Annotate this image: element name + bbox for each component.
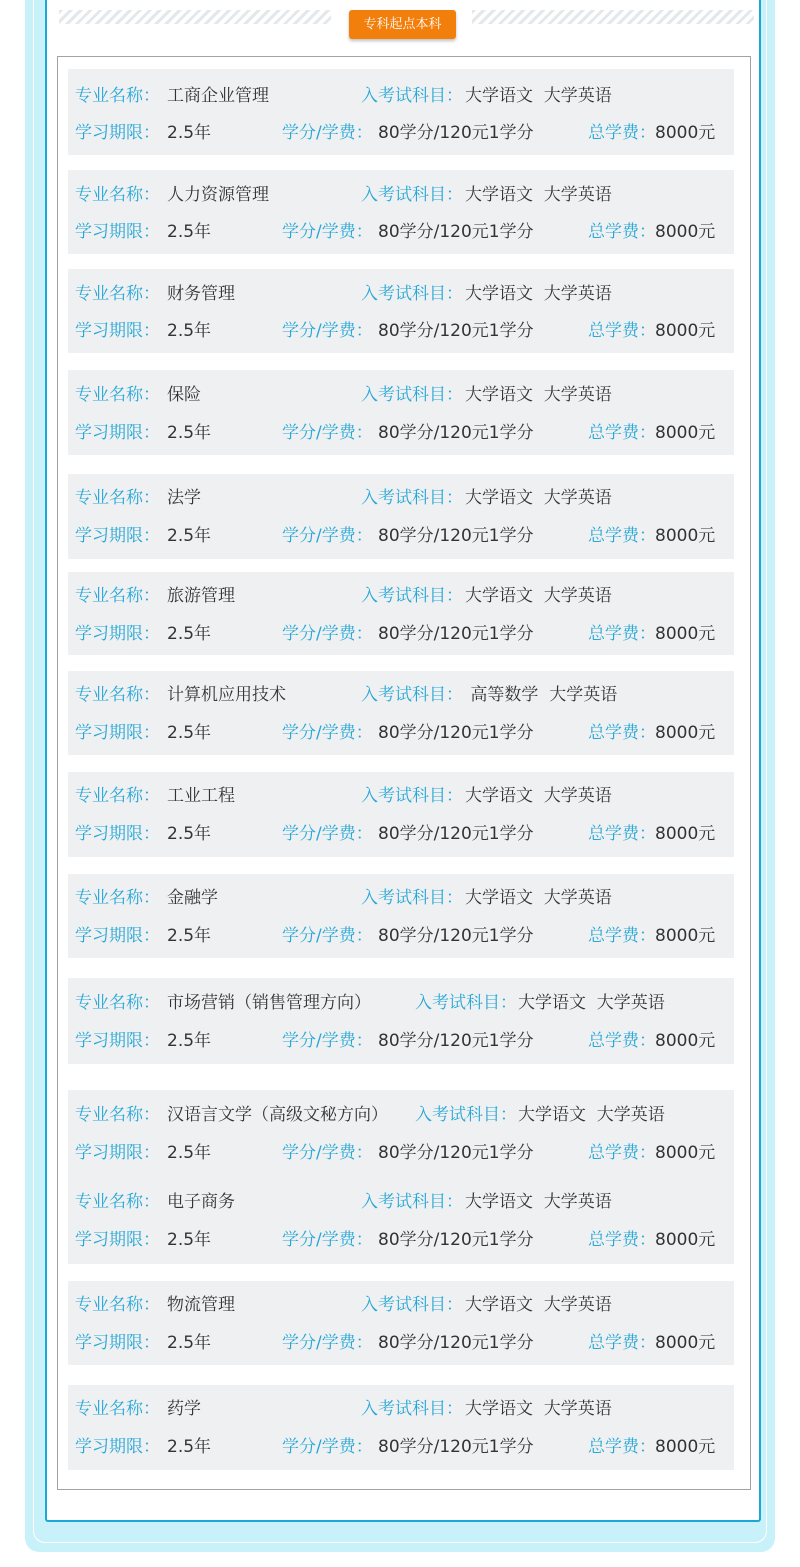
- duration-label: 学习期限：: [75, 824, 160, 844]
- major-value: 财务管理: [167, 284, 235, 304]
- credit-fee-label: 学分/学费：: [282, 1230, 373, 1250]
- duration-label: 学习期限：: [75, 423, 160, 443]
- total-fee-value: 8000元: [655, 123, 716, 143]
- exam-subjects-value: 大学语文 大学英语: [465, 1295, 612, 1315]
- total-fee-value: 8000元: [655, 926, 716, 946]
- total-fee-label: 总学费：: [588, 222, 656, 242]
- major-label: 专业名称：: [75, 586, 160, 606]
- exam-subjects-value: 大学语文 大学英语: [465, 786, 612, 806]
- duration-label: 学习期限：: [75, 1437, 160, 1457]
- total-fee-value: 8000元: [655, 1230, 716, 1250]
- credit-fee-value: 80学分/120元1学分: [378, 1437, 534, 1457]
- duration-value: 2.5年: [167, 723, 212, 743]
- duration-value: 2.5年: [167, 926, 212, 946]
- total-fee-value: 8000元: [655, 1333, 716, 1353]
- exam-subjects-label: 入考试科目：: [361, 488, 463, 508]
- program-row-fees: [0, 1141, 716, 1165]
- exam-subjects-label: 入考试科目：: [361, 385, 463, 405]
- exam-subjects-value: 大学语文 大学英语: [465, 185, 612, 205]
- credit-fee-value: 80学分/120元1学分: [378, 423, 534, 443]
- credit-fee-label: 学分/学费：: [282, 1437, 373, 1457]
- program-row-fees: [0, 721, 716, 745]
- program-row-major: [0, 991, 666, 1015]
- exam-subjects-value: 高等数学 大学英语: [465, 685, 618, 705]
- credit-fee-value: 80学分/120元1学分: [378, 321, 534, 341]
- exam-subjects-value: 大学语文 大学英语: [465, 888, 612, 908]
- duration-value: 2.5年: [167, 1230, 212, 1250]
- exam-subjects-label: 入考试科目：: [361, 888, 463, 908]
- major-value: 计算机应用技术: [167, 685, 286, 705]
- exam-subjects-label: 入考试科目：: [361, 185, 463, 205]
- program-row-fees: [0, 1228, 716, 1252]
- program-row-fees: [0, 622, 716, 646]
- credit-fee-label: 学分/学费：: [282, 222, 373, 242]
- credit-fee-value: 80学分/120元1学分: [378, 1230, 534, 1250]
- duration-label: 学习期限：: [75, 1031, 160, 1051]
- exam-subjects-value: 大学语文 大学英语: [465, 1192, 612, 1212]
- major-label: 专业名称：: [75, 993, 160, 1013]
- major-label: 专业名称：: [75, 185, 160, 205]
- program-row-fees: [0, 1331, 716, 1355]
- program-row-major: [0, 282, 666, 306]
- exam-subjects-label: 入考试科目：: [415, 1105, 517, 1125]
- total-fee-label: 总学费：: [588, 824, 656, 844]
- duration-label: 学习期限：: [75, 1333, 160, 1353]
- program-row-major: [0, 486, 666, 510]
- exam-subjects-value: 大学语文 大学英语: [465, 385, 612, 405]
- major-value: 市场营销（销售管理方向）: [167, 993, 371, 1013]
- major-label: 专业名称：: [75, 888, 160, 908]
- duration-value: 2.5年: [167, 1031, 212, 1051]
- credit-fee-value: 80学分/120元1学分: [378, 123, 534, 143]
- exam-subjects-label: 入考试科目：: [361, 86, 463, 106]
- program-row-fees: [0, 524, 716, 548]
- exam-subjects-label: 入考试科目：: [361, 284, 463, 304]
- credit-fee-label: 学分/学费：: [282, 1031, 373, 1051]
- total-fee-label: 总学费：: [588, 423, 656, 443]
- exam-subjects-value: 大学语文 大学英语: [465, 86, 612, 106]
- duration-value: 2.5年: [167, 1143, 212, 1163]
- program-row-major: [0, 784, 666, 808]
- major-value: 工业工程: [167, 786, 235, 806]
- section-title-badge: 专科起点本科: [349, 10, 456, 39]
- program-row-fees: [0, 1029, 716, 1053]
- major-label: 专业名称：: [75, 1295, 160, 1315]
- total-fee-value: 8000元: [655, 423, 716, 443]
- duration-value: 2.5年: [167, 1333, 212, 1353]
- total-fee-label: 总学费：: [588, 321, 656, 341]
- exam-subjects-label: 入考试科目：: [361, 1399, 463, 1419]
- total-fee-label: 总学费：: [588, 926, 656, 946]
- exam-subjects-value: 大学语文 大学英语: [465, 1399, 612, 1419]
- exam-subjects-label: 入考试科目：: [415, 993, 517, 1013]
- duration-value: 2.5年: [167, 123, 212, 143]
- major-label: 专业名称：: [75, 1399, 160, 1419]
- program-row-major: [0, 1190, 666, 1214]
- major-label: 专业名称：: [75, 786, 160, 806]
- duration-label: 学习期限：: [75, 624, 160, 644]
- duration-value: 2.5年: [167, 624, 212, 644]
- duration-label: 学习期限：: [75, 321, 160, 341]
- exam-subjects-value: 大学语文 大学英语: [465, 284, 612, 304]
- program-row-major: [0, 383, 666, 407]
- duration-label: 学习期限：: [75, 926, 160, 946]
- major-label: 专业名称：: [75, 1192, 160, 1212]
- major-value: 保险: [167, 385, 201, 405]
- credit-fee-label: 学分/学费：: [282, 321, 373, 341]
- program-row-major: [0, 886, 666, 910]
- credit-fee-value: 80学分/120元1学分: [378, 723, 534, 743]
- major-label: 专业名称：: [75, 284, 160, 304]
- program-row-major: [0, 1293, 666, 1317]
- major-value: 旅游管理: [167, 586, 235, 606]
- duration-label: 学习期限：: [75, 723, 160, 743]
- exam-subjects-value: 大学语文 大学英语: [518, 993, 665, 1013]
- major-label: 专业名称：: [75, 1105, 160, 1125]
- credit-fee-label: 学分/学费：: [282, 1333, 373, 1353]
- duration-label: 学习期限：: [75, 123, 160, 143]
- total-fee-value: 8000元: [655, 321, 716, 341]
- credit-fee-value: 80学分/120元1学分: [378, 222, 534, 242]
- total-fee-label: 总学费：: [588, 1031, 656, 1051]
- major-value: 汉语言文学（高级文秘方向）: [167, 1105, 388, 1125]
- exam-subjects-label: 入考试科目：: [361, 1192, 463, 1212]
- total-fee-label: 总学费：: [588, 723, 656, 743]
- total-fee-value: 8000元: [655, 1437, 716, 1457]
- major-value: 法学: [167, 488, 201, 508]
- duration-value: 2.5年: [167, 824, 212, 844]
- program-row-fees: [0, 924, 716, 948]
- total-fee-label: 总学费：: [588, 1333, 656, 1353]
- duration-label: 学习期限：: [75, 222, 160, 242]
- exam-subjects-value: 大学语文 大学英语: [465, 586, 612, 606]
- program-row-fees: [0, 421, 716, 445]
- credit-fee-label: 学分/学费：: [282, 123, 373, 143]
- credit-fee-value: 80学分/120元1学分: [378, 1143, 534, 1163]
- total-fee-label: 总学费：: [588, 1230, 656, 1250]
- credit-fee-label: 学分/学费：: [282, 723, 373, 743]
- major-label: 专业名称：: [75, 385, 160, 405]
- duration-value: 2.5年: [167, 1437, 212, 1457]
- total-fee-label: 总学费：: [588, 1143, 656, 1163]
- total-fee-value: 8000元: [655, 222, 716, 242]
- exam-subjects-value: 大学语文 大学英语: [518, 1105, 665, 1125]
- exam-subjects-label: 入考试科目：: [361, 786, 463, 806]
- major-value: 药学: [167, 1399, 201, 1419]
- major-label: 专业名称：: [75, 86, 160, 106]
- duration-label: 学习期限：: [75, 1143, 160, 1163]
- program-row-fees: [0, 121, 716, 145]
- exam-subjects-label: 入考试科目：: [361, 1295, 463, 1315]
- duration-label: 学习期限：: [75, 1230, 160, 1250]
- duration-value: 2.5年: [167, 423, 212, 443]
- duration-value: 2.5年: [167, 222, 212, 242]
- program-row-fees: [0, 220, 716, 244]
- duration-value: 2.5年: [167, 526, 212, 546]
- total-fee-label: 总学费：: [588, 1437, 656, 1457]
- credit-fee-label: 学分/学费：: [282, 624, 373, 644]
- credit-fee-label: 学分/学费：: [282, 926, 373, 946]
- decorative-stripe-left: [59, 10, 331, 24]
- program-row-major: [0, 84, 666, 108]
- duration-label: 学习期限：: [75, 526, 160, 546]
- total-fee-value: 8000元: [655, 624, 716, 644]
- program-row-fees: [0, 822, 716, 846]
- credit-fee-value: 80学分/120元1学分: [378, 1333, 534, 1353]
- total-fee-value: 8000元: [655, 723, 716, 743]
- major-value: 人力资源管理: [167, 185, 269, 205]
- program-row-fees: [0, 1435, 716, 1459]
- credit-fee-value: 80学分/120元1学分: [378, 824, 534, 844]
- program-row-major: [0, 584, 666, 608]
- major-value: 物流管理: [167, 1295, 235, 1315]
- total-fee-label: 总学费：: [588, 624, 656, 644]
- duration-value: 2.5年: [167, 321, 212, 341]
- major-label: 专业名称：: [75, 685, 160, 705]
- credit-fee-label: 学分/学费：: [282, 824, 373, 844]
- credit-fee-value: 80学分/120元1学分: [378, 926, 534, 946]
- credit-fee-label: 学分/学费：: [282, 526, 373, 546]
- program-row-major: [0, 1397, 666, 1421]
- total-fee-value: 8000元: [655, 824, 716, 844]
- credit-fee-value: 80学分/120元1学分: [378, 624, 534, 644]
- total-fee-value: 8000元: [655, 1143, 716, 1163]
- major-value: 工商企业管理: [167, 86, 269, 106]
- total-fee-label: 总学费：: [588, 526, 656, 546]
- exam-subjects-label: 入考试科目：: [361, 685, 463, 705]
- credit-fee-label: 学分/学费：: [282, 423, 373, 443]
- major-label: 专业名称：: [75, 488, 160, 508]
- exam-subjects-label: 入考试科目：: [361, 586, 463, 606]
- program-row-major: [0, 183, 666, 207]
- program-row-major: [0, 683, 666, 707]
- total-fee-value: 8000元: [655, 1031, 716, 1051]
- credit-fee-value: 80学分/120元1学分: [378, 526, 534, 546]
- decorative-stripe-right: [472, 10, 754, 24]
- major-value: 电子商务: [167, 1192, 235, 1212]
- major-value: 金融学: [167, 888, 218, 908]
- credit-fee-value: 80学分/120元1学分: [378, 1031, 534, 1051]
- credit-fee-label: 学分/学费：: [282, 1143, 373, 1163]
- total-fee-label: 总学费：: [588, 123, 656, 143]
- program-row-major: [0, 1103, 666, 1127]
- program-row-fees: [0, 319, 716, 343]
- total-fee-value: 8000元: [655, 526, 716, 546]
- exam-subjects-value: 大学语文 大学英语: [465, 488, 612, 508]
